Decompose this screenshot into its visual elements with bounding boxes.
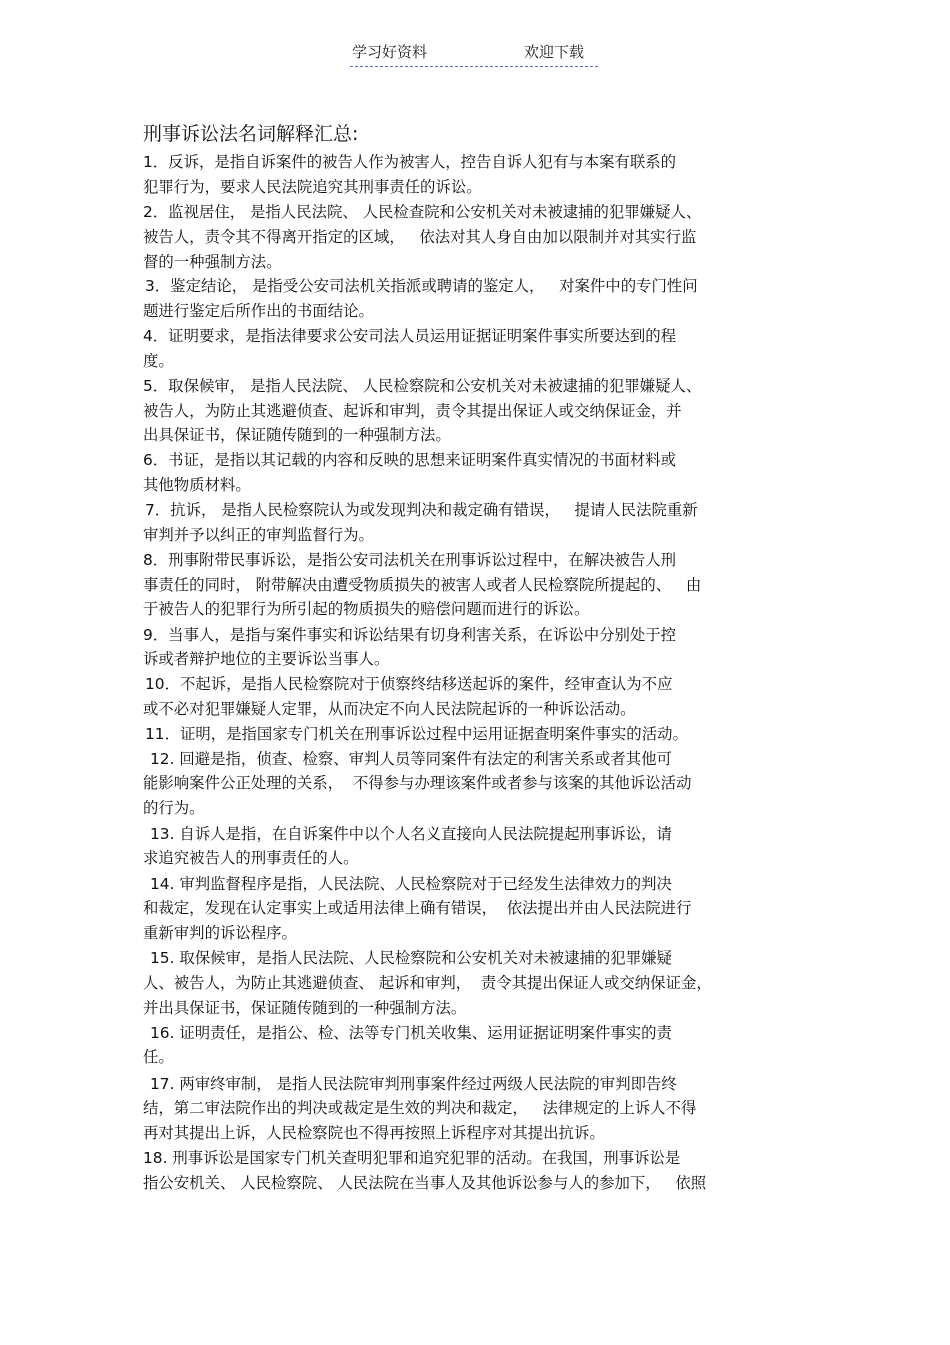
text-line: 或不必对犯罪嫌疑人定罪，从而决定不向人民法院起诉的一种诉讼活动。 (143, 700, 636, 718)
text-line: 督的一种强制方法。 (143, 253, 282, 271)
text-line: 人、被告人，为防止其逃避侦查、 起诉和审判， 责令其提出保证人或交纳保证金， (143, 974, 712, 992)
text-line: 任。 (143, 1048, 174, 1066)
text-line: 审判并予以纠正的审判监督行为。 (143, 526, 374, 544)
header-right-text: 欢迎下载 (524, 43, 585, 61)
text-line: 2．监视居住， 是指人民法院、 人民检查院和公安机关对未被逮捕的犯罪嫌疑人、 (143, 203, 702, 221)
text-line: 和裁定，发现在认定事实上或适用法律上确有错误， 依法提出并由人民法院进行 (143, 899, 692, 917)
text-line: 求追究被告人的刑事责任的人。 (143, 849, 359, 867)
document-title: 刑事诉讼法名词解释汇总: (143, 123, 359, 145)
text-line: 3．鉴定结论， 是指受公安司法机关指派或聘请的鉴定人， 对案件中的专门性问 (145, 277, 698, 295)
text-line: 4．证明要求，是指法律要求公安司法人员运用证据证明案件事实所要达到的程 (143, 327, 677, 345)
text-line: 被告人，责令其不得离开指定的区域， 依法对其人身自由加以限制并对其实行监 (143, 228, 697, 246)
text-line: 再对其提出上诉，人民检察院也不得再按照上诉程序对其提出抗诉。 (143, 1124, 605, 1142)
page-header (350, 42, 598, 67)
text-line: 能影响案件公正处理的关系， 不得参与办理该案件或者参与该案的其他诉讼活动 (143, 774, 692, 792)
text-line: 17. 两审终审制， 是指人民法院审判刑事案件经过两级人民法院的审判即告终 (150, 1075, 677, 1093)
text-line: 结，第二审法院作出的判决或裁定是生效的判决和裁定， 法律规定的上诉人不得 (143, 1099, 697, 1117)
text-line: 10．不起诉，是指人民检察院对于侦察终结移送起诉的案件，经审查认为不应 (145, 675, 673, 693)
text-line: 犯罪行为，要求人民法院追究其刑事责任的诉讼。 (143, 178, 482, 196)
text-line: 事责任的同时， 附带解决由遭受物质损失的被害人或者人民检察院所提起的、 由 (143, 576, 702, 594)
text-line: 度。 (143, 352, 174, 370)
text-line: 1．反诉，是指自诉案件的被告人作为被害人，控告自诉人犯有与本案有联系的 (143, 153, 677, 171)
text-line: 题进行鉴定后所作出的书面结论。 (143, 302, 374, 320)
text-line: 的行为。 (143, 799, 205, 817)
text-line: 18. 刑事诉讼是国家专门机关查明犯罪和追究犯罪的活动。在我国，刑事诉讼是 (143, 1149, 681, 1167)
text-line: 指公安机关、 人民检察院、 人民法院在当事人及其他诉讼参与人的参加下， 依照 (143, 1174, 707, 1192)
header-left-text: 学习好资料 (352, 43, 428, 61)
text-line: 16. 证明责任，是指公、检、法等专门机关收集、运用证据证明案件事实的责 (150, 1024, 672, 1042)
text-line: 被告人，为防止其逃避侦查、起诉和审判，责令其提出保证人或交纳保证金，并 (143, 402, 682, 420)
text-line: 11．证明，是指国家专门机关在刑事诉讼过程中运用证据查明案件事实的活动。 (145, 725, 688, 743)
text-line: 并出具保证书，保证随传随到的一种强制方法。 (143, 999, 467, 1017)
text-line: 出具保证书，保证随传随到的一种强制方法。 (143, 426, 451, 444)
text-line: 重新审判的诉讼程序。 (143, 924, 297, 942)
text-line: 14. 审判监督程序是指，人民法院、人民检察院对于已经发生法律效力的判决 (150, 875, 672, 893)
text-line: 诉或者辩护地位的主要诉讼当事人。 (143, 650, 390, 668)
text-line: 13. 自诉人是指，在自诉案件中以个人名义直接向人民法院提起刑事诉讼，请 (150, 825, 672, 843)
text-line: 15. 取保候审，是指人民法院、人民检察院和公安机关对未被逮捕的犯罪嫌疑 (150, 949, 672, 967)
text-line: 5．取保候审， 是指人民法院、 人民检察院和公安机关对未被逮捕的犯罪嫌疑人、 (143, 377, 702, 395)
text-line: 6．书证，是指以其记载的内容和反映的思想来证明案件真实情况的书面材料或 (143, 451, 677, 469)
text-line: 7．抗诉， 是指人民检察院认为或发现判决和裁定确有错误， 提请人民法院重新 (145, 501, 698, 519)
text-line: 8．刑事附带民事诉讼，是指公安司法机关在刑事诉讼过程中，在解决被告人刑 (143, 551, 677, 569)
text-line: 9．当事人，是指与案件事实和诉讼结果有切身利害关系，在诉讼中分别处于控 (143, 626, 677, 644)
text-line: 12. 回避是指，侦查、检察、审判人员等同案件有法定的利害关系或者其他可 (150, 750, 672, 768)
text-line: 其他物质材料。 (143, 476, 251, 494)
text-line: 于被告人的犯罪行为所引起的物质损失的赔偿问题而进行的诉讼。 (143, 600, 590, 618)
